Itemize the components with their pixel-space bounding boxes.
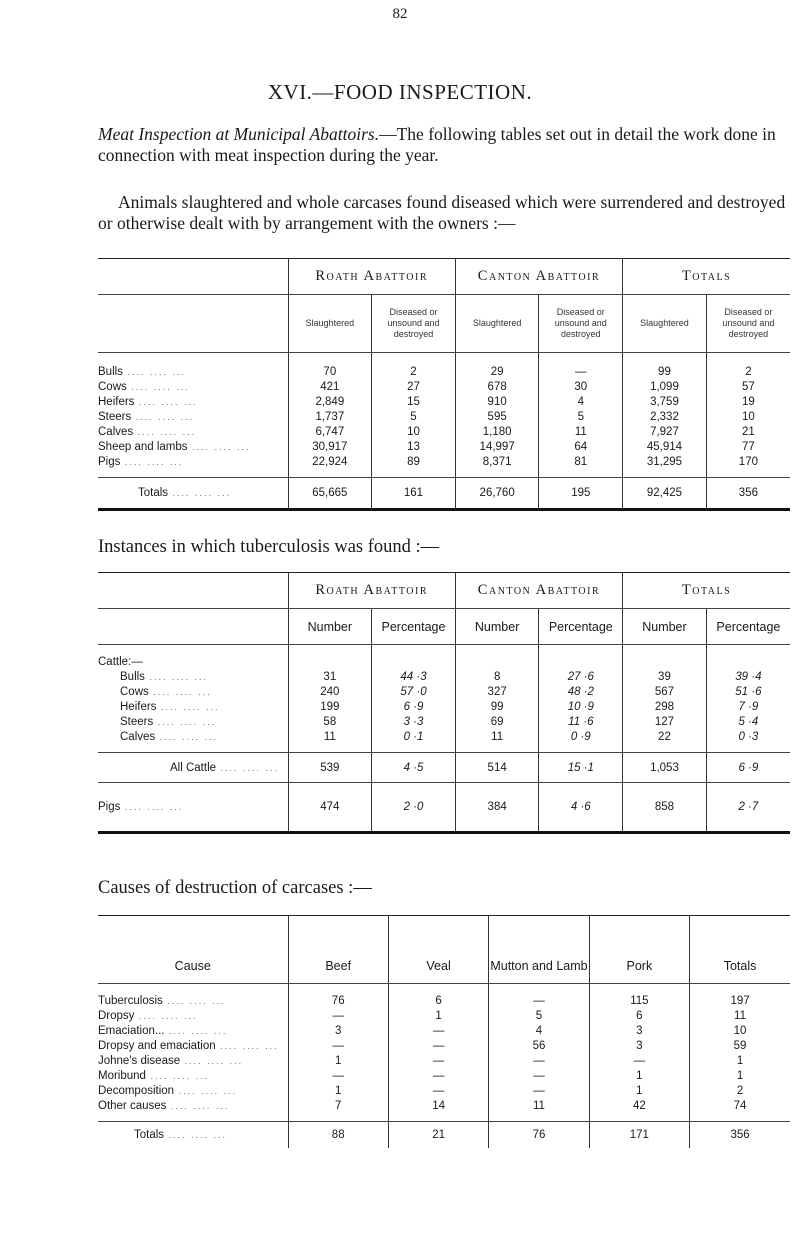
leader-dots: .... .... ...: [216, 762, 280, 773]
col-header: Number: [288, 609, 372, 645]
table-row: [98, 994, 790, 1009]
value-cell: 2: [690, 1084, 790, 1099]
value-cell: 14,997: [455, 440, 539, 455]
row-label: Bulls: [120, 671, 145, 683]
value-cell: 2,332: [623, 410, 707, 425]
row-label: Bulls: [98, 366, 123, 378]
value-cell: 384: [455, 783, 539, 833]
row-label: Steers: [98, 411, 132, 423]
col-header: Diseased or unsound and destroyed: [372, 295, 456, 353]
col-header: Number: [623, 609, 707, 645]
value-cell: 4 ·5: [372, 753, 456, 783]
leader-dots: .... .... ...: [162, 996, 226, 1006]
value-cell: 22: [623, 730, 707, 745]
value-cell: 1: [288, 1054, 388, 1069]
value-cell: —: [288, 1009, 388, 1024]
row-label: Calves: [120, 731, 156, 743]
value-cell: 1: [288, 1084, 388, 1099]
col-header: Mutton and Lamb: [489, 916, 589, 984]
value-cell: 8: [455, 670, 539, 685]
value-cell: —: [489, 1084, 589, 1099]
leader-dots: .... .... ...: [122, 367, 186, 377]
value-cell: 15 ·1: [539, 753, 623, 783]
group-totals: Totals: [623, 573, 790, 609]
group-roath: Roath Abattoir: [288, 573, 455, 609]
value-cell: 5: [489, 1009, 589, 1024]
value-cell: 74: [690, 1099, 790, 1114]
value-cell: 514: [455, 753, 539, 783]
row-label-cell: [98, 1039, 288, 1054]
value-cell: 356: [706, 478, 790, 510]
leader-dots: .... .... ...: [156, 702, 220, 712]
row-label-cell: [98, 455, 288, 470]
destruction-table: [98, 915, 790, 1148]
value-cell: 30: [539, 380, 623, 395]
row-label-cell: [98, 700, 288, 715]
table-row: [98, 365, 790, 380]
cattle-subheading-row: [98, 655, 790, 670]
value-cell: 197: [690, 994, 790, 1009]
table-row: [98, 700, 790, 715]
value-cell: 1: [690, 1069, 790, 1084]
row-label: Dropsy and emaciation: [98, 1040, 216, 1052]
value-cell: 45,914: [623, 440, 707, 455]
row-label: Calves: [98, 426, 134, 438]
table-row: [98, 715, 790, 730]
page-number: 82: [392, 6, 408, 22]
value-cell: 51 ·6: [706, 685, 790, 700]
value-cell: 42: [589, 1099, 689, 1114]
value-cell: 240: [288, 685, 372, 700]
value-cell: 5: [539, 410, 623, 425]
value-cell: 64: [539, 440, 623, 455]
value-cell: 57: [706, 380, 790, 395]
value-cell: 2: [372, 365, 456, 380]
value-cell: 7: [288, 1099, 388, 1114]
value-cell: 81: [539, 455, 623, 470]
leader-dots: .... .... ...: [134, 397, 198, 407]
value-cell: 7 ·9: [706, 700, 790, 715]
row-label-cell: [98, 730, 288, 745]
table-row: [98, 410, 790, 425]
value-cell: 6: [589, 1009, 689, 1024]
value-cell: 31,295: [623, 455, 707, 470]
row-label: Decomposition: [98, 1085, 175, 1097]
value-cell: 2 ·0: [372, 783, 456, 833]
value-cell: 115: [589, 994, 689, 1009]
slaughter-table: [98, 258, 790, 511]
value-cell: 39: [623, 670, 707, 685]
row-label: Cattle:—: [98, 656, 143, 668]
row-label-cell: [98, 685, 288, 700]
value-cell: 3: [288, 1024, 388, 1039]
value-cell: 3: [589, 1039, 689, 1054]
leader-dots: .... .... ...: [133, 427, 197, 437]
row-label-cell: [98, 1054, 288, 1069]
value-cell: 5: [372, 410, 456, 425]
row-label-cell: [98, 783, 288, 833]
col-header: Slaughtered: [455, 295, 539, 353]
leader-dots: .... .... ...: [168, 488, 232, 498]
value-cell: 11: [288, 730, 372, 745]
row-label: Cows: [120, 686, 149, 698]
pigs-row: [98, 783, 790, 833]
value-cell: 2: [706, 365, 790, 380]
value-cell: 10 ·9: [539, 700, 623, 715]
table-row: [98, 730, 790, 745]
value-cell: 858: [623, 783, 707, 833]
leader-dots: .... .... ...: [164, 1026, 228, 1036]
spacer-row: [98, 470, 790, 478]
value-cell: 30,917: [288, 440, 372, 455]
value-cell: 70: [288, 365, 372, 380]
value-cell: 8,371: [455, 455, 539, 470]
value-cell: 1,053: [623, 753, 707, 783]
row-label: Pigs: [98, 801, 121, 813]
value-cell: 21: [706, 425, 790, 440]
row-label-cell: [98, 1122, 288, 1148]
leader-dots: .... .... ...: [215, 1041, 279, 1051]
row-label-cell: [98, 715, 288, 730]
col-header: Cause: [98, 916, 288, 984]
value-cell: 6,747: [288, 425, 372, 440]
value-cell: 99: [623, 365, 707, 380]
value-cell: 27 ·6: [539, 670, 623, 685]
table-row: [98, 685, 790, 700]
leader-dots: .... .... ...: [174, 1086, 238, 1096]
leader-dots: .... .... ...: [164, 1129, 228, 1140]
table-row: [98, 670, 790, 685]
row-label-cell: [98, 1069, 288, 1084]
value-cell: —: [388, 1039, 488, 1054]
value-cell: 15: [372, 395, 456, 410]
leader-dots: .... .... ...: [155, 732, 219, 742]
col-header: Percentage: [539, 609, 623, 645]
value-cell: 11: [690, 1009, 790, 1024]
leader-dots: .... .... ...: [180, 1056, 244, 1066]
value-cell: 89: [372, 455, 456, 470]
intro-para2-text: Animals slaughtered and whole carcases found diseased which were surrendered and destroyed or otherwise dealt with by arrangement with the owners :—: [98, 192, 786, 233]
value-cell: —: [288, 1039, 388, 1054]
value-cell: 56: [489, 1039, 589, 1054]
table-row: [98, 1099, 790, 1114]
value-cell: 88: [288, 1122, 388, 1148]
spacer-row: [98, 353, 790, 365]
group-totals: Totals: [623, 259, 790, 295]
table-row: [98, 440, 790, 455]
value-cell: 29: [455, 365, 539, 380]
value-cell: 567: [623, 685, 707, 700]
value-cell: 161: [372, 478, 456, 510]
value-cell: 298: [623, 700, 707, 715]
row-label: Other causes: [98, 1100, 167, 1112]
intro-text: —The following tables set out in detail the work done in connection with meat inspection during the year.: [98, 124, 776, 165]
value-cell: 1: [690, 1054, 790, 1069]
value-cell: —: [388, 1069, 488, 1084]
value-cell: 1,099: [623, 380, 707, 395]
table-row: [98, 1054, 790, 1069]
table-row: [98, 455, 790, 470]
value-cell: 22,924: [288, 455, 372, 470]
value-cell: 27: [372, 380, 456, 395]
row-label: Totals: [134, 1128, 165, 1141]
leader-dots: .... .... ...: [166, 1101, 230, 1111]
value-cell: 1: [589, 1084, 689, 1099]
value-cell: 59: [690, 1039, 790, 1054]
all-cattle-row: [98, 753, 790, 783]
table-row: [98, 380, 790, 395]
leader-dots: .... .... ...: [145, 1071, 209, 1081]
value-cell: 595: [455, 410, 539, 425]
value-cell: 2,849: [288, 395, 372, 410]
spacer-row: [98, 645, 790, 655]
section-heading: XVI.—FOOD INSPECTION.: [267, 80, 533, 104]
value-cell: 10: [372, 425, 456, 440]
value-cell: 21: [388, 1122, 488, 1148]
value-cell: 99: [455, 700, 539, 715]
value-cell: 199: [288, 700, 372, 715]
leader-dots: .... .... ...: [126, 382, 190, 392]
value-cell: 6: [388, 994, 488, 1009]
leader-dots: .... .... ...: [134, 1011, 198, 1021]
value-cell: 26,760: [455, 478, 539, 510]
row-label-cell: [98, 440, 288, 455]
row-label-cell: [98, 1009, 288, 1024]
intro-paragraph-2: [98, 192, 788, 234]
value-cell: 2 ·7: [706, 783, 790, 833]
value-cell: 58: [288, 715, 372, 730]
spacer-row: [98, 1114, 790, 1122]
col-header: Veal: [388, 916, 488, 984]
value-cell: —: [489, 1054, 589, 1069]
value-cell: 11: [539, 425, 623, 440]
group-canton: Canton Abattoir: [455, 259, 622, 295]
col-header: Percentage: [706, 609, 790, 645]
value-cell: —: [539, 365, 623, 380]
value-cell: 356: [690, 1122, 790, 1148]
value-cell: 14: [388, 1099, 488, 1114]
value-cell: 678: [455, 380, 539, 395]
spacer-row: [98, 984, 790, 994]
totals-row: [98, 1122, 790, 1148]
value-cell: 92,425: [623, 478, 707, 510]
row-label-cell: [98, 753, 288, 783]
intro-lead: Meat Inspection at Municipal Abattoirs.: [98, 124, 380, 144]
tuberculosis-caption: Instances in which tuberculosis was found :—: [98, 537, 440, 557]
row-label-cell: [98, 670, 288, 685]
leader-dots: .... .... ...: [120, 802, 184, 812]
value-cell: —: [288, 1069, 388, 1084]
value-cell: —: [589, 1054, 689, 1069]
col-header: Totals: [690, 916, 790, 984]
row-label-cell: [98, 1084, 288, 1099]
value-cell: 44 ·3: [372, 670, 456, 685]
value-cell: 195: [539, 478, 623, 510]
row-label: Moribund: [98, 1070, 146, 1082]
value-cell: 0 ·3: [706, 730, 790, 745]
value-cell: 4 ·6: [539, 783, 623, 833]
value-cell: 11: [455, 730, 539, 745]
table-row: [98, 1084, 790, 1099]
value-cell: 6 ·9: [372, 700, 456, 715]
group-roath: Roath Abattoir: [288, 259, 455, 295]
table-row: [98, 395, 790, 410]
col-header: Diseased or unsound and destroyed: [539, 295, 623, 353]
row-label: Johne's disease: [98, 1055, 181, 1067]
row-label-cell: [98, 410, 288, 425]
leader-dots: .... .... ...: [153, 717, 217, 727]
value-cell: 1,737: [288, 410, 372, 425]
table-row: [98, 425, 790, 440]
value-cell: 76: [288, 994, 388, 1009]
row-label: Emaciation...: [98, 1025, 165, 1037]
row-label: Pigs: [98, 456, 121, 468]
value-cell: 77: [706, 440, 790, 455]
totals-row: [98, 478, 790, 510]
value-cell: —: [388, 1054, 488, 1069]
row-label: Heifers: [98, 396, 135, 408]
leader-dots: .... .... ...: [120, 457, 184, 467]
table-row: [98, 1009, 790, 1024]
row-label: Cows: [98, 381, 127, 393]
col-header: Pork: [589, 916, 689, 984]
row-label-cell: [98, 365, 288, 380]
col-header: Beef: [288, 916, 388, 984]
value-cell: 127: [623, 715, 707, 730]
value-cell: 170: [706, 455, 790, 470]
leader-dots: .... .... ...: [131, 412, 195, 422]
row-label: Steers: [120, 716, 154, 728]
value-cell: —: [388, 1084, 488, 1099]
value-cell: 474: [288, 783, 372, 833]
row-label-cell: [98, 425, 288, 440]
value-cell: 1: [388, 1009, 488, 1024]
row-label-cell: [98, 395, 288, 410]
col-header: Diseased or unsound and destroyed: [706, 295, 790, 353]
row-label: Dropsy: [98, 1010, 135, 1022]
value-cell: 539: [288, 753, 372, 783]
value-cell: 76: [489, 1122, 589, 1148]
col-header: Slaughtered: [623, 295, 707, 353]
value-cell: 0 ·1: [372, 730, 456, 745]
value-cell: 4: [539, 395, 623, 410]
row-label-cell: [98, 380, 288, 395]
value-cell: 39 ·4: [706, 670, 790, 685]
row-label-cell: [98, 1099, 288, 1114]
value-cell: 171: [589, 1122, 689, 1148]
value-cell: 31: [288, 670, 372, 685]
row-label: Heifers: [120, 701, 157, 713]
table-row: [98, 1024, 790, 1039]
value-cell: 1,180: [455, 425, 539, 440]
table-row: [98, 1039, 790, 1054]
row-label: Totals: [138, 487, 169, 499]
value-cell: 57 ·0: [372, 685, 456, 700]
tuberculosis-table: [98, 572, 790, 834]
destruction-caption: Causes of destruction of carcases :—: [98, 878, 372, 898]
value-cell: 69: [455, 715, 539, 730]
spacer-row: [98, 745, 790, 753]
value-cell: 4: [489, 1024, 589, 1039]
col-header: Number: [455, 609, 539, 645]
value-cell: 19: [706, 395, 790, 410]
value-cell: 48 ·2: [539, 685, 623, 700]
value-cell: 3,759: [623, 395, 707, 410]
value-cell: 910: [455, 395, 539, 410]
value-cell: 11 ·6: [539, 715, 623, 730]
row-label-cell: [98, 655, 288, 670]
row-label-cell: [98, 478, 288, 510]
value-cell: 7,927: [623, 425, 707, 440]
row-label: Tuberculosis: [98, 995, 163, 1007]
value-cell: 3: [589, 1024, 689, 1039]
row-label: All Cattle: [170, 761, 217, 774]
value-cell: 5 ·4: [706, 715, 790, 730]
row-label: Sheep and lambs: [98, 441, 188, 453]
table-row: [98, 1069, 790, 1084]
value-cell: 0 ·9: [539, 730, 623, 745]
value-cell: 10: [706, 410, 790, 425]
row-label-cell: [98, 994, 288, 1009]
leader-dots: .... .... ...: [148, 687, 212, 697]
value-cell: 13: [372, 440, 456, 455]
value-cell: 1: [589, 1069, 689, 1084]
value-cell: 421: [288, 380, 372, 395]
group-canton: Canton Abattoir: [455, 573, 622, 609]
value-cell: —: [388, 1024, 488, 1039]
intro-paragraph: [98, 124, 788, 166]
row-label-cell: [98, 1024, 288, 1039]
value-cell: 6 ·9: [706, 753, 790, 783]
col-header: Percentage: [372, 609, 456, 645]
value-cell: —: [489, 1069, 589, 1084]
value-cell: —: [489, 994, 589, 1009]
value-cell: 65,665: [288, 478, 372, 510]
value-cell: 327: [455, 685, 539, 700]
leader-dots: .... .... ...: [187, 442, 251, 452]
value-cell: 3 ·3: [372, 715, 456, 730]
col-header: Slaughtered: [288, 295, 372, 353]
value-cell: 10: [690, 1024, 790, 1039]
value-cell: 11: [489, 1099, 589, 1114]
leader-dots: .... .... ...: [144, 672, 208, 682]
